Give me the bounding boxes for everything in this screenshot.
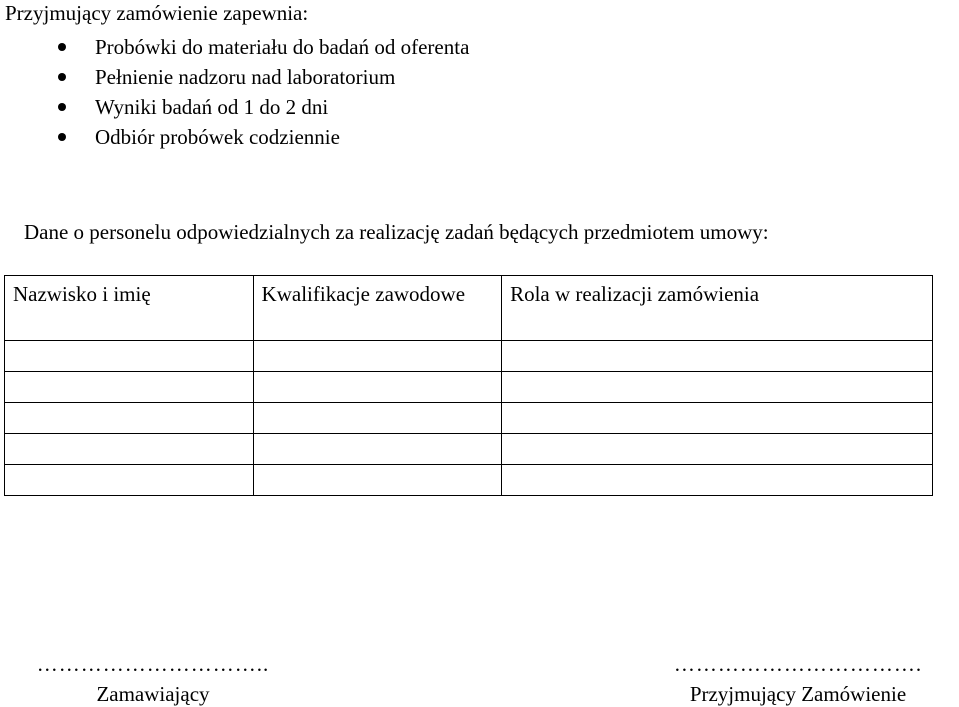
list-item	[0, 62, 469, 92]
bullet-icon	[58, 73, 66, 81]
bullet-list	[0, 32, 469, 152]
signature-label: Zamawiający	[96, 682, 210, 706]
list-item-text: Probówki do materiału do badań od oferenta	[95, 35, 470, 59]
signature-block-orderer	[18, 653, 288, 707]
bullet-icon	[58, 43, 66, 51]
column-header-role: Rola w realizacji zamówienia	[502, 276, 933, 341]
table-cell[interactable]	[5, 434, 254, 465]
table-row	[5, 465, 933, 496]
bullet-icon	[58, 103, 66, 111]
table-cell[interactable]	[502, 465, 933, 496]
table-header-row	[5, 276, 933, 341]
table-cell[interactable]	[253, 372, 502, 403]
table-cell[interactable]	[502, 341, 933, 372]
staff-section-heading: Dane o personelu odpowiedzialnych za realizację zadań będących przedmiotem umowy:	[24, 220, 769, 244]
list-item	[0, 122, 469, 152]
table-cell[interactable]	[502, 434, 933, 465]
table-cell[interactable]	[253, 341, 502, 372]
table-row	[5, 372, 933, 403]
table-cell[interactable]	[5, 465, 254, 496]
table-row	[5, 403, 933, 434]
list-item	[0, 92, 469, 122]
list-item-text: Wyniki badań od 1 do 2 dni	[95, 95, 329, 119]
column-header-qualifications: Kwalifikacje zawodowe	[253, 276, 502, 341]
table-cell[interactable]	[253, 434, 502, 465]
table-cell[interactable]	[502, 403, 933, 434]
table-cell[interactable]	[5, 403, 254, 434]
list-item	[0, 32, 469, 62]
signature-line: …………………………….	[673, 652, 923, 676]
table-cell[interactable]	[5, 341, 254, 372]
signature-line: …………………………..	[36, 652, 270, 676]
signature-block-contractor	[640, 653, 956, 707]
table-cell[interactable]	[5, 372, 254, 403]
table-row	[5, 341, 933, 372]
staff-table	[4, 275, 933, 496]
table-row	[5, 434, 933, 465]
table-cell[interactable]	[253, 403, 502, 434]
list-item-text: Pełnienie nadzoru nad laboratorium	[95, 65, 396, 89]
intro-heading: Przyjmujący zamówienie zapewnia:	[5, 1, 309, 25]
table-cell[interactable]	[502, 372, 933, 403]
table-cell[interactable]	[253, 465, 502, 496]
list-item-text: Odbiór probówek codziennie	[95, 125, 340, 149]
bullet-icon	[58, 133, 66, 141]
signature-label: Przyjmujący Zamówienie	[689, 682, 907, 706]
column-header-name: Nazwisko i imię	[5, 276, 254, 341]
